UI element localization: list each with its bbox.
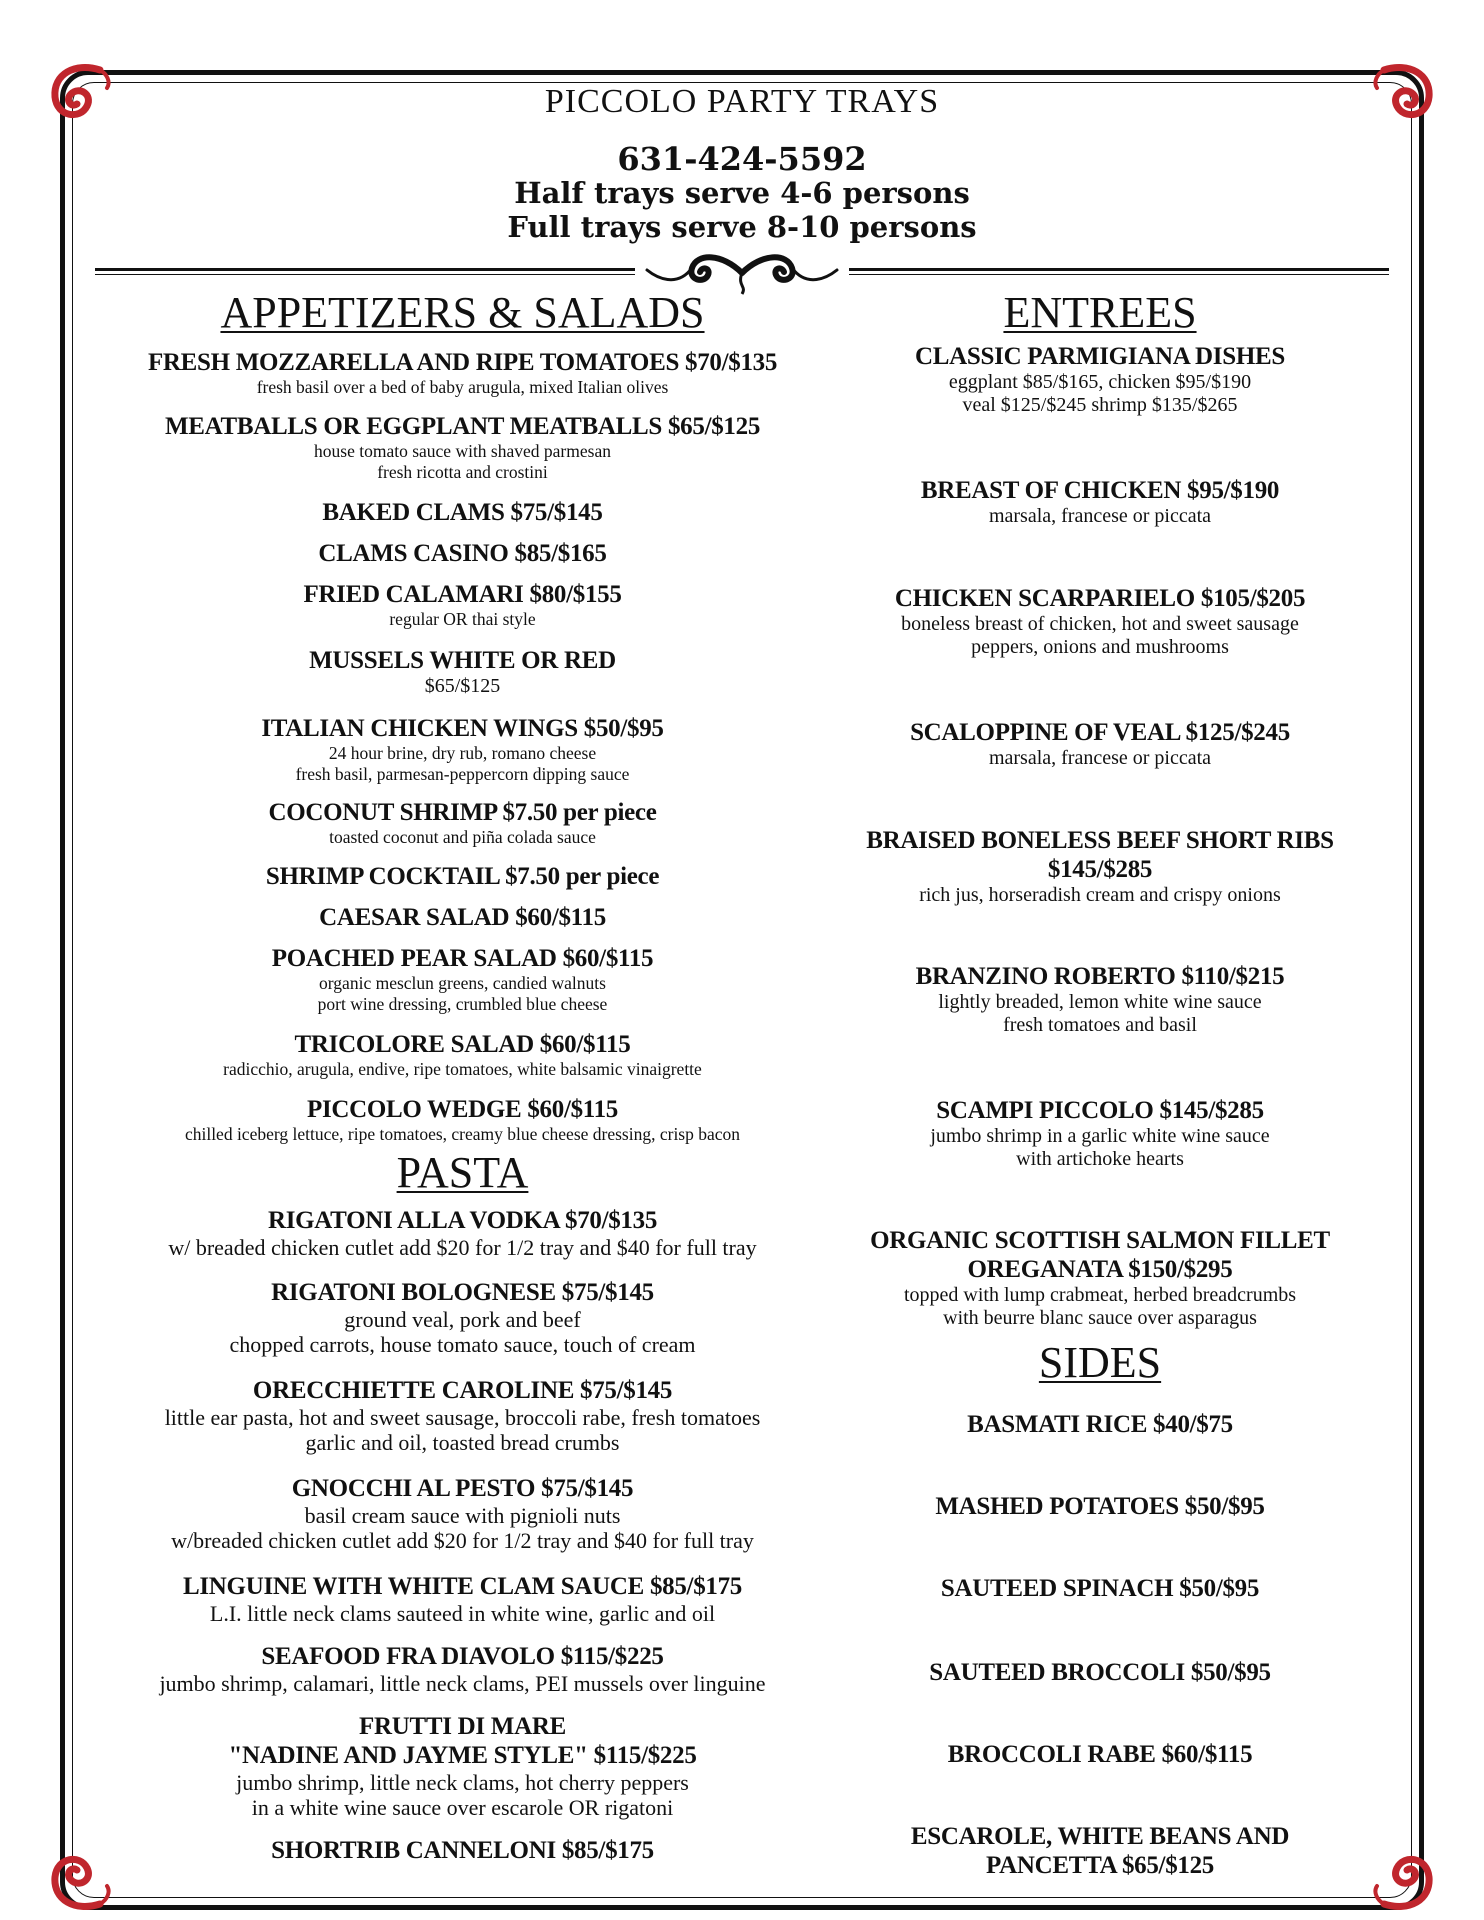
menu-item: SHRIMP COCKTAIL $7.50 per piece xyxy=(265,863,660,890)
menu-item: GNOCCHI AL PESTO $75/$145 basil cream sauce with pignioli nuts w/breaded chicken cutlet add $20 for 1/2 tray and $40 for full tray xyxy=(171,1475,754,1553)
menu-item: SEAFOOD FRA DIAVOLO $115/$225 jumbo shrimp, calamari, little neck clams, PEI mussels over linguine xyxy=(159,1643,766,1696)
menu-item: ORECCHIETTE CAROLINE $75/$145 little ear pasta, hot and sweet sausage, broccoli rabe, fresh tomatoes garlic and oil, toasted bread crumbs xyxy=(164,1377,761,1455)
menu-item: PICCOLO WEDGE $60/$115 chilled iceberg lettuce, ripe tomatoes, creamy blue cheese dressing, crisp bacon xyxy=(184,1096,741,1144)
menu-item: ESCAROLE, WHITE BEANS AND PANCETTA $65/$125 xyxy=(910,1823,1290,1879)
menu-item: SCALOPPINE OF VEAL $125/$245 marsala, francese or piccata xyxy=(910,719,1290,769)
menu-item: BRANZINO ROBERTO $110/$215 lightly breaded, lemon white wine sauce fresh tomatoes and basil xyxy=(915,963,1285,1036)
menu-item: CHICKEN SCARPARIELO $105/$205 boneless breast of chicken, hot and sweet sausage peppers, onions and mushrooms xyxy=(894,585,1306,658)
menu-item: CLAMS CASINO $85/$165 xyxy=(318,540,607,567)
menu-item: TRICOLORE SALAD $60/$115 radicchio, arugula, endive, ripe tomatoes, white balsamic vinaigrette xyxy=(223,1031,702,1079)
menu-item: SAUTEED SPINACH $50/$95 xyxy=(940,1575,1260,1602)
menu-item: POACHED PEAR SALAD $60/$115 organic mesclun greens, candied walnuts port wine dressing, crumbled blue cheese xyxy=(271,945,654,1014)
menu-item: BAKED CLAMS $75/$145 xyxy=(322,499,603,526)
menu-item: ITALIAN CHICKEN WINGS $50/$95 24 hour brine, dry rub, romano cheese fresh basil, parmesan-peppercorn dipping sauce xyxy=(261,715,664,784)
phone-number: 631-424-5592 xyxy=(617,140,867,178)
half-tray-note: Half trays serve 4-6 persons xyxy=(514,176,970,210)
menu-item: CLASSIC PARMIGIANA DISHES eggplant $85/$165, chicken $95/$190 veal $125/$245 shrimp $135/$265 xyxy=(915,343,1285,416)
menu-item: RIGATONI BOLOGNESE $75/$145 ground veal, pork and beef chopped carrots, house tomato sauce, touch of cream xyxy=(229,1279,696,1357)
menu-item: COCONUT SHRIMP $7.50 per piece toasted coconut and piña colada sauce xyxy=(268,799,657,847)
full-tray-note: Full trays serve 8-10 persons xyxy=(507,210,977,244)
menu-item: MUSSELS WHITE OR RED $65/$125 xyxy=(309,647,616,697)
menu-item: BREAST OF CHICKEN $95/$190 marsala, francese or piccata xyxy=(920,477,1280,527)
section-heading-sides: SIDES xyxy=(1038,1338,1162,1387)
menu-item: ORGANIC SCOTTISH SALMON FILLET OREGANATA $150/$295 topped with lump crabmeat, herbed breadcrumbs with beurre blanc sauce over asparagus xyxy=(870,1227,1330,1329)
menu-item: SAUTEED BROCCOLI $50/$95 xyxy=(929,1659,1271,1686)
menu-item: BRAISED BONELESS BEEF SHORT RIBS $145/$285 rich jus, horseradish cream and crispy onions xyxy=(866,827,1334,906)
menu-title: PICCOLO PARTY TRAYS xyxy=(544,83,940,120)
menu-item: FRESH MOZZARELLA AND RIPE TOMATOES $70/$135 fresh basil over a bed of baby arugula, mixed Italian olives xyxy=(147,349,778,397)
menu-item: RIGATONI ALLA VODKA $70/$135 w/ breaded chicken cutlet add $20 for 1/2 tray and $40 for full tray xyxy=(168,1207,757,1260)
section-heading-entrees: ENTREES xyxy=(1003,288,1197,337)
menu-item: MEATBALLS OR EGGPLANT MEATBALLS $65/$125 house tomato sauce with shaved parmesan fresh ricotta and crostini xyxy=(164,413,761,482)
menu-item: SHORTRIB CANNELONI $85/$175 xyxy=(271,1837,654,1864)
menu-item: BROCCOLI RABE $60/$115 xyxy=(947,1741,1253,1768)
menu-item: SCAMPI PICCOLO $145/$285 jumbo shrimp in a garlic white wine sauce with artichoke hearts xyxy=(930,1097,1270,1170)
menu-item: FRUTTI DI MARE "NADINE AND JAYME STYLE" $115/$225 jumbo shrimp, little neck clams, hot cherry peppers in a white wine sauce over escarole OR rigatoni xyxy=(228,1713,697,1820)
menu-header xyxy=(0,82,1484,244)
menu-item: CAESAR SALAD $60/$115 xyxy=(319,904,606,931)
menu-item: FRIED CALAMARI $80/$155 regular OR thai style xyxy=(303,581,622,629)
menu-item: LINGUINE WITH WHITE CLAM SAUCE $85/$175 L.I. little neck clams sauteed in white wine, garlic and oil xyxy=(182,1573,742,1626)
corner-flourish-icon xyxy=(1369,1842,1439,1912)
section-heading-appetizers: APPETIZERS & SALADS xyxy=(220,288,705,337)
menu-item: MASHED POTATOES $50/$95 xyxy=(935,1493,1265,1520)
section-heading-pasta: PASTA xyxy=(396,1148,529,1197)
menu-item: BASMATI RICE $40/$75 xyxy=(967,1411,1233,1438)
